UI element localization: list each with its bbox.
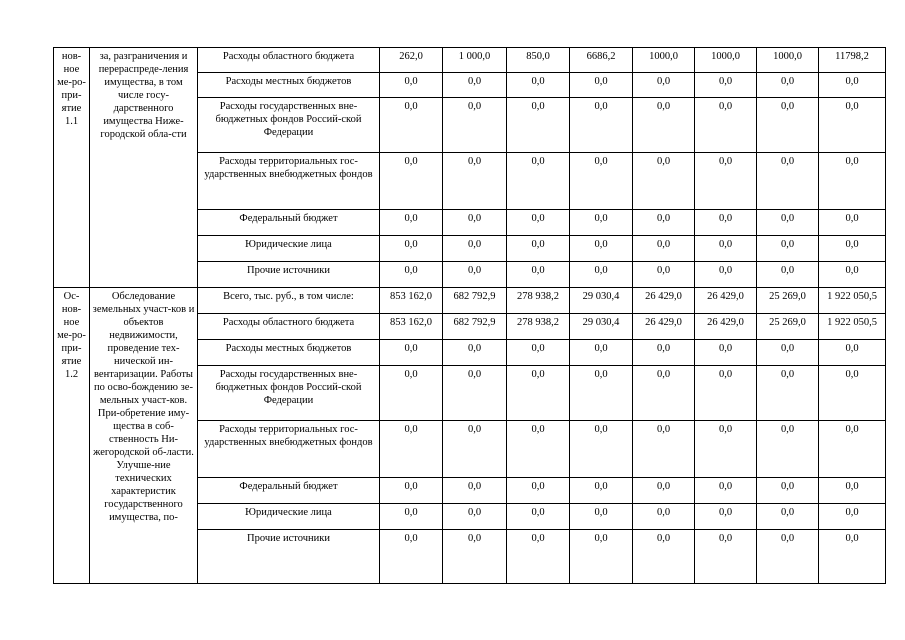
value-cell: 682 792,9 [443,288,507,314]
value-cell: 682 792,9 [443,314,507,340]
value-cell: 0,0 [380,421,443,478]
value-cell: 0,0 [633,478,695,504]
value-cell: 0,0 [633,210,695,236]
funding-source-cell: Расходы областного бюджета [198,48,380,73]
value-cell: 0,0 [443,262,507,288]
value-cell: 0,0 [380,340,443,366]
value-cell: 0,0 [819,504,886,530]
value-cell: 26 429,0 [695,314,757,340]
value-cell: 0,0 [695,530,757,584]
measure-description-cell: Обследование земельных участ-ков и объектов недвижимости, проведение тех-нической ин-вентаризации. Работы по осво-бождению зе-мельных участ-ков. При-обретение иму-щества в соб-ственность Ни-жегородской об-ласти. Улучше-ние технических характеристик государственного имущества, по- [90,288,198,584]
funding-source-cell: Прочие источники [198,530,380,584]
value-cell: 0,0 [695,98,757,153]
value-cell: 29 030,4 [570,288,633,314]
value-cell: 0,0 [570,98,633,153]
value-cell: 0,0 [380,478,443,504]
value-cell: 0,0 [819,421,886,478]
value-cell: 0,0 [507,530,570,584]
funding-source-cell: Расходы местных бюджетов [198,73,380,98]
value-cell: 26 429,0 [633,314,695,340]
value-cell: 0,0 [507,262,570,288]
value-cell: 0,0 [819,236,886,262]
funding-source-cell: Юридические лица [198,236,380,262]
value-cell: 0,0 [695,236,757,262]
value-cell: 0,0 [443,421,507,478]
value-cell: 0,0 [757,98,819,153]
value-cell: 0,0 [695,153,757,210]
value-cell: 0,0 [443,210,507,236]
value-cell: 0,0 [757,478,819,504]
value-cell: 0,0 [695,504,757,530]
value-cell: 0,0 [819,366,886,421]
value-cell: 0,0 [507,340,570,366]
value-cell: 0,0 [757,366,819,421]
funding-source-cell: Расходы территориальных гос-ударственных внебюджетных фондов [198,153,380,210]
measure-description-cell: за, разграничения и перераспреде-ления имущества, в том числе госу-дарственного имущества Ниже-городской обла-сти [90,48,198,288]
value-cell: 0,0 [570,478,633,504]
value-cell: 0,0 [380,98,443,153]
value-cell: 0,0 [570,530,633,584]
value-cell: 0,0 [757,530,819,584]
value-cell: 0,0 [570,236,633,262]
value-cell: 1 000,0 [443,48,507,73]
table-row [54,48,886,73]
value-cell: 0,0 [757,421,819,478]
value-cell: 25 269,0 [757,314,819,340]
value-cell: 0,0 [695,73,757,98]
value-cell: 0,0 [380,153,443,210]
value-cell: 0,0 [757,210,819,236]
value-cell: 0,0 [633,366,695,421]
value-cell: 0,0 [757,340,819,366]
value-cell: 0,0 [507,421,570,478]
value-cell: 0,0 [570,421,633,478]
table-row [54,288,886,314]
value-cell: 0,0 [507,504,570,530]
funding-source-cell: Расходы государственных вне-бюджетных фондов Россий-ской Федерации [198,366,380,421]
value-cell: 0,0 [633,73,695,98]
value-cell: 1000,0 [633,48,695,73]
value-cell: 853 162,0 [380,288,443,314]
value-cell: 0,0 [757,73,819,98]
value-cell: 0,0 [819,153,886,210]
value-cell: 0,0 [757,236,819,262]
value-cell: 850,0 [507,48,570,73]
value-cell: 0,0 [380,210,443,236]
value-cell: 0,0 [507,153,570,210]
value-cell: 0,0 [757,153,819,210]
value-cell: 0,0 [633,530,695,584]
value-cell: 0,0 [695,340,757,366]
value-cell: 11798,2 [819,48,886,73]
value-cell: 0,0 [695,478,757,504]
value-cell: 0,0 [633,262,695,288]
value-cell: 0,0 [570,340,633,366]
value-cell: 0,0 [443,504,507,530]
value-cell: 0,0 [633,98,695,153]
funding-source-cell: Федеральный бюджет [198,478,380,504]
value-cell: 0,0 [507,98,570,153]
value-cell: 0,0 [443,73,507,98]
funding-source-cell: Расходы областного бюджета [198,314,380,340]
value-cell: 0,0 [633,153,695,210]
value-cell: 0,0 [819,530,886,584]
value-cell: 0,0 [570,153,633,210]
value-cell: 0,0 [570,504,633,530]
value-cell: 1000,0 [757,48,819,73]
value-cell: 0,0 [633,236,695,262]
value-cell: 0,0 [757,504,819,530]
value-cell: 0,0 [380,530,443,584]
funding-source-cell: Прочие источники [198,262,380,288]
value-cell: 0,0 [819,98,886,153]
value-cell: 278 938,2 [507,314,570,340]
measure-code-cell: нов-ное ме-ро-при-ятие 1.1 [54,48,90,288]
value-cell: 0,0 [757,262,819,288]
funding-source-cell: Расходы территориальных гос-ударственных внебюджетных фондов [198,421,380,478]
value-cell: 0,0 [570,210,633,236]
value-cell: 0,0 [507,478,570,504]
value-cell: 0,0 [819,340,886,366]
funding-source-cell: Расходы местных бюджетов [198,340,380,366]
table-body [54,48,886,584]
value-cell: 0,0 [507,210,570,236]
value-cell: 0,0 [819,210,886,236]
value-cell: 26 429,0 [633,288,695,314]
value-cell: 0,0 [570,262,633,288]
value-cell: 0,0 [695,262,757,288]
funding-source-cell: Расходы государственных вне-бюджетных фондов Россий-ской Федерации [198,98,380,153]
value-cell: 278 938,2 [507,288,570,314]
value-cell: 0,0 [443,153,507,210]
value-cell: 26 429,0 [695,288,757,314]
value-cell: 1 922 050,5 [819,288,886,314]
value-cell: 0,0 [443,98,507,153]
value-cell: 0,0 [695,210,757,236]
value-cell: 262,0 [380,48,443,73]
value-cell: 0,0 [380,73,443,98]
value-cell: 25 269,0 [757,288,819,314]
value-cell: 0,0 [695,421,757,478]
funding-source-cell: Федеральный бюджет [198,210,380,236]
value-cell: 0,0 [443,236,507,262]
measure-code-cell: Ос-нов-ное ме-ро-при-ятие 1.2 [54,288,90,584]
value-cell: 1000,0 [695,48,757,73]
value-cell: 0,0 [570,366,633,421]
value-cell: 0,0 [380,366,443,421]
value-cell: 0,0 [443,340,507,366]
value-cell: 0,0 [443,530,507,584]
value-cell: 0,0 [380,236,443,262]
value-cell: 0,0 [819,262,886,288]
value-cell: 1 922 050,5 [819,314,886,340]
value-cell: 0,0 [633,421,695,478]
funding-source-cell: Всего, тыс. руб., в том числе: [198,288,380,314]
value-cell: 853 162,0 [380,314,443,340]
funding-source-cell: Юридические лица [198,504,380,530]
value-cell: 0,0 [443,366,507,421]
value-cell: 0,0 [819,73,886,98]
value-cell: 0,0 [633,504,695,530]
value-cell: 0,0 [507,73,570,98]
value-cell: 0,0 [507,236,570,262]
value-cell: 0,0 [380,504,443,530]
value-cell: 0,0 [570,73,633,98]
value-cell: 0,0 [633,340,695,366]
value-cell: 0,0 [695,366,757,421]
value-cell: 29 030,4 [570,314,633,340]
value-cell: 6686,2 [570,48,633,73]
value-cell: 0,0 [380,262,443,288]
value-cell: 0,0 [443,478,507,504]
value-cell: 0,0 [507,366,570,421]
value-cell: 0,0 [819,478,886,504]
budget-table [53,47,886,584]
